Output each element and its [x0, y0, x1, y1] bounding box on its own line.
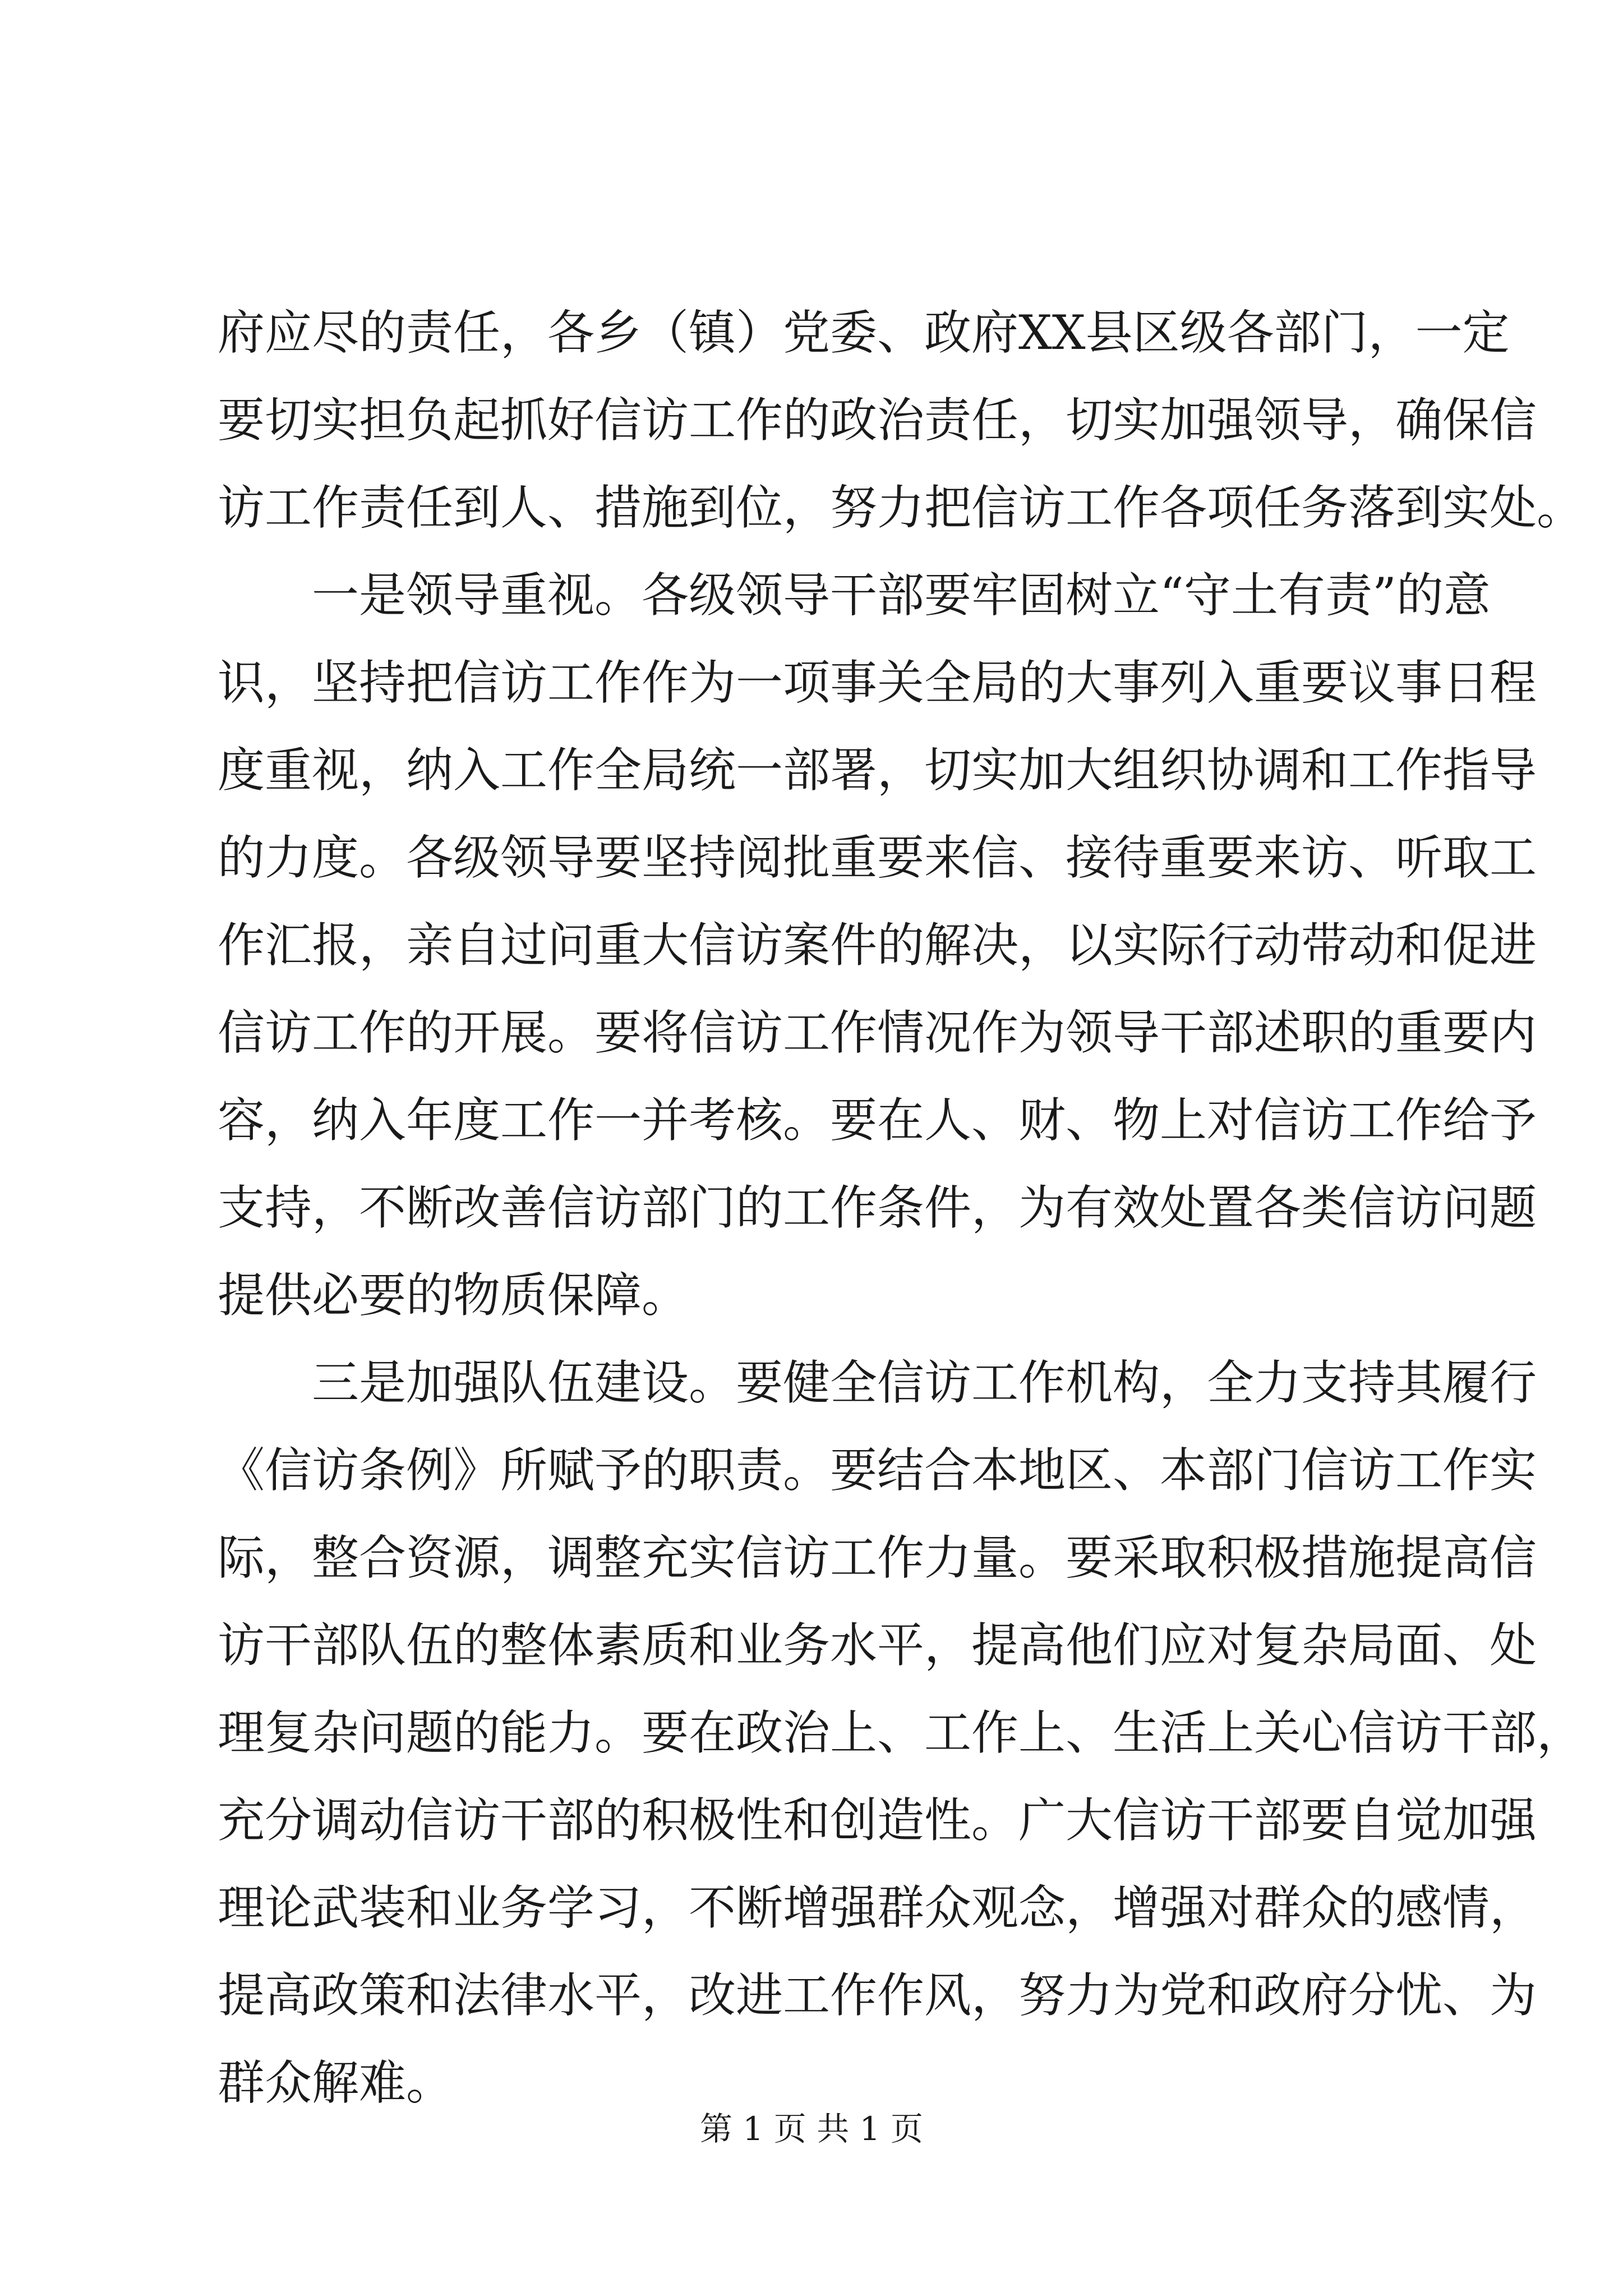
text-line: 的力度。各级领导要坚持阅批重要来信、接待重要来访、听取工: [218, 830, 1537, 885]
text-line: 度重视，纳入工作全局统一部署，切实加大组织协调和工作指导: [218, 743, 1537, 798]
text-line: 府应尽的责任，各乡（镇）党委、政府XX县区级各部门，一定: [218, 305, 1510, 360]
text-line: 理论武装和业务学习，不断增强群众观念，增强对群众的感情，: [218, 1880, 1537, 1935]
text-line: 支持，不断改善信访部门的工作条件，为有效处置各类信访问题: [218, 1180, 1537, 1235]
text-line: 充分调动信访干部的积极性和创造性。广大信访干部要自觉加强: [218, 1793, 1537, 1848]
text-line: 群众解难。: [218, 2055, 454, 2110]
text-line: 要切实担负起抓好信访工作的政治责任，切实加强领导，确保信: [218, 393, 1537, 448]
paragraph-start-line: 一是领导重视。各级领导干部要牢固树立“守土有责”的意: [312, 568, 1491, 623]
text-line: 识，坚持把信访工作作为一项事关全局的大事列入重要议事日程: [218, 655, 1537, 710]
text-line: 提供必要的物质保障。: [218, 1268, 689, 1323]
text-line: 提高政策和法律水平，改进工作作风，努力为党和政府分忧、为: [218, 1968, 1537, 2023]
body-text: [218, 289, 1584, 2127]
text-line: 《信访条例》所赋予的职责。要结合本地区、本部门信访工作实: [218, 1443, 1537, 1498]
text-line: 作汇报，亲自过问重大信访案件的解决，以实际行动带动和促进: [218, 918, 1537, 973]
text-line: 信访工作的开展。要将信访工作情况作为领导干部述职的重要内: [218, 1005, 1537, 1060]
text-line: 理复杂问题的能力。要在政治上、工作上、生活上关心信访干部，: [218, 1705, 1584, 1760]
page-number: 第 1 页 共 1 页: [700, 2110, 923, 2148]
text-line: 访干部队伍的整体素质和业务水平，提高他们应对复杂局面、处: [218, 1618, 1537, 1673]
paragraph-start-line: 三是加强队伍建设。要健全信访工作机构，全力支持其履行: [312, 1355, 1537, 1410]
text-line: 访工作责任到人、措施到位，努力把信访工作各项任务落到实处。: [218, 480, 1584, 535]
text-line: 际，整合资源，调整充实信访工作力量。要采取积极措施提高信: [218, 1530, 1537, 1585]
text-line: 容，纳入年度工作一并考核。要在人、财、物上对信访工作给予: [218, 1093, 1537, 1148]
